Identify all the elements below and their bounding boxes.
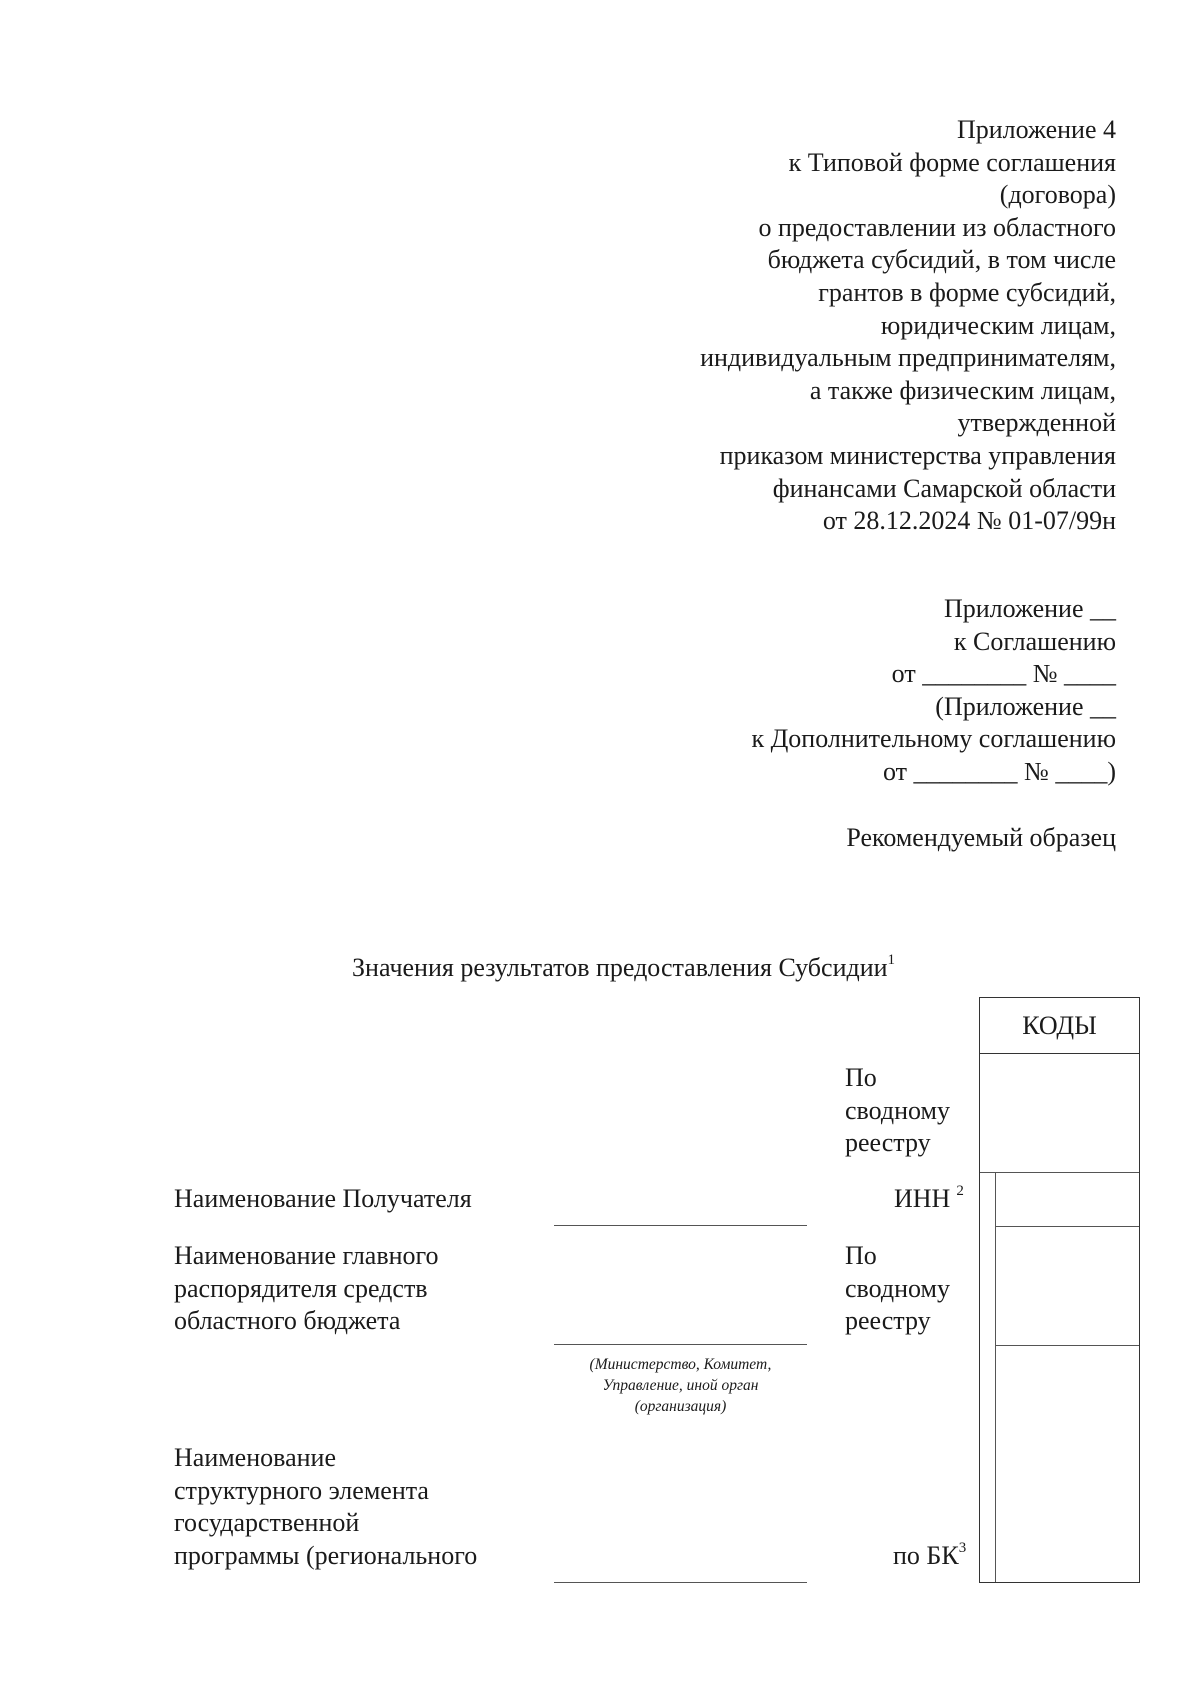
appendix-header-line: (договора) [999, 180, 1116, 210]
form-title-footnote: 1 [887, 952, 896, 968]
registry-code-label [845, 1240, 950, 1338]
appendix-header-line: утвержденной [957, 408, 1116, 438]
inn-code-label [894, 1183, 964, 1216]
registry-code-label-line: сводному [845, 1095, 950, 1125]
caption-line: Управление, иной орган [602, 1377, 759, 1394]
program-element-label-line: Наименование [174, 1443, 336, 1472]
main-manager-label-line: Наименование главного [174, 1241, 439, 1270]
codes-cell-divider [980, 1172, 1139, 1173]
appendix-header-line: финансами Самарской области [772, 473, 1116, 503]
agreement-reference-line: к Соглашению [953, 626, 1116, 656]
bk-code-label [893, 1540, 966, 1573]
appendix-header-line: индивидуальным предпринимателям, [700, 343, 1116, 373]
appendix-header [700, 114, 1116, 538]
registry-code-label-line: реестру [845, 1306, 931, 1336]
appendix-header-line: бюджета субсидий, в том числе [767, 245, 1116, 275]
bk-footnote: 3 [958, 1540, 967, 1556]
codes-cell-divider [995, 1226, 1139, 1227]
registry-code-label-line: сводному [845, 1273, 950, 1303]
appendix-header-line: грантов в форме субсидий, [818, 277, 1116, 307]
main-manager-label-line: областного бюджета [174, 1306, 401, 1336]
codes-inner-line [995, 1172, 996, 1582]
agreement-reference-line: от ________ № ____) [883, 756, 1116, 786]
codes-cell-divider [995, 1345, 1139, 1346]
form-title-text: Значения результатов предоставления Субсидии [352, 953, 888, 982]
main-manager-label [174, 1240, 439, 1338]
sample-note-text: Рекомендуемый образец [846, 823, 1116, 852]
appendix-header-line: юридическим лицам, [880, 310, 1116, 340]
caption-line: (организация) [634, 1398, 727, 1415]
bk-code-label-text: по БК [893, 1541, 959, 1570]
program-element-label [174, 1442, 477, 1572]
main-manager-fill-line[interactable] [554, 1344, 807, 1345]
registry-code-label [845, 1062, 950, 1160]
program-element-label-line: государственной [174, 1508, 360, 1538]
caption-line: (Министерство, Комитет, [589, 1356, 772, 1373]
registry-code-label-line: По [845, 1241, 877, 1270]
main-manager-label-line: распорядителя средств [174, 1273, 428, 1303]
appendix-header-line: приказом министерства управления [719, 440, 1116, 470]
agreement-reference-line: Приложение __ [943, 594, 1116, 623]
program-element-label-line: структурного элемента [174, 1475, 429, 1505]
registry-code-label-line: По [845, 1063, 877, 1092]
sample-note [846, 822, 1116, 855]
agreement-reference-line: к Дополнительному соглашению [751, 724, 1116, 754]
registry-code-label-line: реестру [845, 1128, 931, 1158]
recipient-fill-line[interactable] [554, 1225, 807, 1226]
appendix-header-line: о предоставлении из областного [758, 212, 1116, 242]
codes-header: КОДЫ [980, 998, 1139, 1054]
codes-table [979, 997, 1140, 1583]
agreement-reference [751, 593, 1116, 789]
recipient-label: Наименование Получателя [174, 1184, 472, 1213]
appendix-header-line: а также физическим лицам, [809, 375, 1116, 405]
appendix-header-line: к Типовой форме соглашения [788, 147, 1116, 177]
main-manager-caption [554, 1354, 807, 1417]
inn-footnote: 2 [956, 1183, 964, 1199]
inn-code-label-text: ИНН [894, 1184, 951, 1213]
program-element-label-line: программы (регионального [174, 1540, 478, 1570]
appendix-header-line: Приложение 4 [956, 115, 1116, 144]
agreement-reference-line: от ________ № ____ [891, 659, 1116, 689]
appendix-header-line: от 28.12.2024 № 01-07/99н [822, 506, 1116, 536]
agreement-reference-line: (Приложение __ [935, 691, 1116, 721]
form-title [352, 953, 895, 983]
program-element-fill-line[interactable] [554, 1582, 807, 1583]
